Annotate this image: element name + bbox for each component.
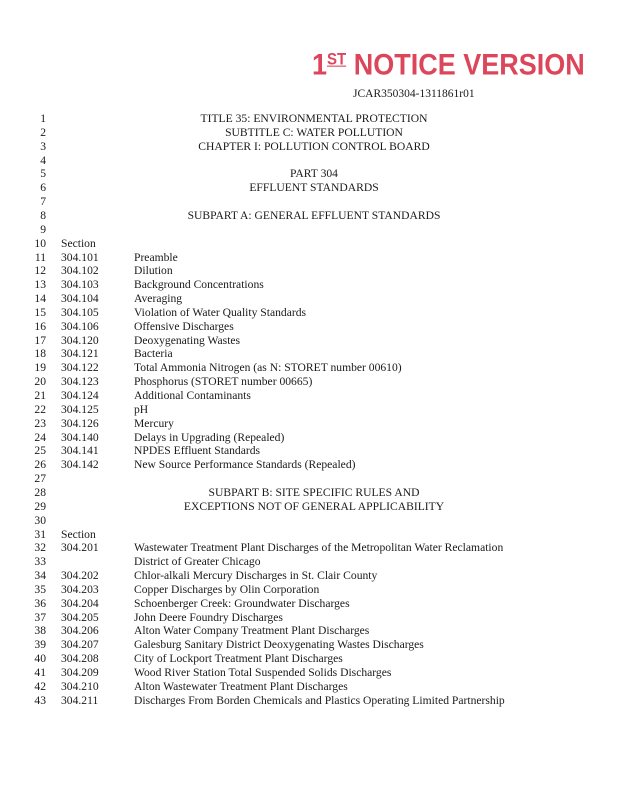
- section-number: 304.105: [61, 305, 99, 319]
- section-number: 304.102: [61, 264, 99, 278]
- document-line: [0, 694, 620, 708]
- heading-text: EXCEPTIONS NOT OF GENERAL APPLICABILITY: [183, 499, 445, 513]
- document-line: [0, 666, 620, 680]
- stamp-suffix: ST: [327, 50, 347, 69]
- section-number: 304.208: [61, 652, 99, 666]
- document-line: [0, 126, 620, 140]
- section-title: Total Ammonia Nitrogen (as N: STORET number 00610): [134, 361, 402, 375]
- section-number: 304.140: [61, 430, 99, 444]
- document-line: [0, 251, 620, 265]
- section-title: Schoenberger Creek: Groundwater Discharges: [134, 596, 350, 610]
- document-line: [0, 458, 620, 472]
- section-title: Background Concentrations: [134, 278, 264, 292]
- document-line: [0, 292, 620, 306]
- document-line: [0, 112, 620, 126]
- line-number: 37: [34, 610, 46, 624]
- section-title: District of Greater Chicago: [134, 555, 261, 569]
- document-line: [0, 624, 620, 638]
- line-number: 23: [34, 416, 46, 430]
- line-number: 13: [34, 278, 46, 292]
- document-line: [0, 417, 620, 431]
- document-line: [0, 334, 620, 348]
- section-title: Chlor-alkali Mercury Discharges in St. Clair County: [134, 569, 378, 583]
- document-line: [0, 403, 620, 417]
- section-number: 304.125: [61, 402, 99, 416]
- document-line: [0, 306, 620, 320]
- section-title: Delays in Upgrading (Repealed): [134, 430, 285, 444]
- document-line: [0, 500, 620, 514]
- section-number: 304.210: [61, 679, 99, 693]
- line-number: 5: [40, 167, 46, 181]
- document-line: [0, 361, 620, 375]
- section-number: 304.106: [61, 319, 99, 333]
- line-number: 26: [34, 458, 46, 472]
- section-number: 304.101: [61, 250, 99, 264]
- section-number: 304.104: [61, 292, 99, 306]
- section-number: 304.126: [61, 416, 99, 430]
- line-number: 40: [34, 652, 46, 666]
- line-number: 12: [34, 264, 46, 278]
- section-number: 304.206: [61, 624, 99, 638]
- document-line: [0, 140, 620, 154]
- heading-text: PART 304: [290, 167, 338, 181]
- section-title: Wastewater Treatment Plant Discharges of the Metropolitan Water Reclamation: [134, 541, 504, 555]
- stamp-text: NOTICE VERSION: [353, 48, 585, 81]
- section-number: Section: [61, 527, 96, 541]
- document-line: [0, 181, 620, 195]
- section-title: NPDES Effluent Standards: [134, 444, 261, 458]
- section-title: Mercury: [134, 416, 174, 430]
- section-title: Copper Discharges by Olin Corporation: [134, 582, 320, 596]
- section-title: Preamble: [134, 250, 178, 264]
- document-line: [0, 375, 620, 389]
- document-line: [0, 528, 620, 542]
- line-number: 24: [34, 430, 46, 444]
- section-number: Section: [61, 236, 96, 250]
- document-line: [0, 264, 620, 278]
- line-number: 4: [40, 153, 46, 167]
- document-line: [0, 541, 620, 555]
- section-title: Additional Contaminants: [134, 389, 251, 402]
- line-number: 25: [34, 444, 46, 458]
- line-number: 7: [40, 195, 46, 209]
- line-number: 28: [34, 485, 46, 499]
- document-line: [0, 555, 620, 569]
- section-number: 304.142: [61, 458, 99, 472]
- line-number: 34: [34, 569, 46, 583]
- document-line: [0, 611, 620, 625]
- line-number: 31: [34, 527, 46, 541]
- document-line: [0, 154, 620, 168]
- document-line: [0, 223, 620, 237]
- document-line: [0, 583, 620, 597]
- line-number: 1: [40, 112, 46, 125]
- section-number: 304.122: [61, 361, 99, 375]
- document-line: [0, 444, 620, 458]
- section-number: 304.205: [61, 610, 99, 624]
- document-line: [0, 195, 620, 209]
- section-title: Deoxygenating Wastes: [134, 333, 241, 347]
- section-title: John Deere Foundry Discharges: [134, 610, 283, 624]
- heading-text: SUBPART A: GENERAL EFFLUENT STANDARDS: [187, 208, 441, 222]
- section-title: Alton Water Company Treatment Plant Discharges: [134, 624, 370, 638]
- document-line: [0, 320, 620, 334]
- section-title: Alton Wastewater Treatment Plant Discharges: [134, 679, 348, 693]
- line-number: 35: [34, 582, 46, 596]
- section-title: Bacteria: [134, 347, 173, 361]
- line-number: 38: [34, 624, 46, 638]
- section-number: 304.202: [61, 569, 99, 583]
- section-number: 304.203: [61, 582, 99, 596]
- section-title: Averaging: [134, 292, 183, 306]
- line-number: 16: [34, 319, 46, 333]
- document-line: [0, 638, 620, 652]
- heading-text: EFFLUENT STANDARDS: [249, 181, 379, 195]
- line-number: 20: [34, 375, 46, 389]
- document-line: [0, 278, 620, 292]
- line-number: 3: [40, 139, 46, 153]
- document-line: [0, 652, 620, 666]
- section-title: Discharges From Borden Chemicals and Plastics Operating Limited Partnership: [134, 693, 505, 707]
- document-line: [0, 514, 620, 528]
- section-number: 304.211: [61, 693, 99, 707]
- line-number: 36: [34, 596, 46, 610]
- document-line: [0, 167, 620, 181]
- section-title: Galesburg Sanitary District Deoxygenating Wastes Discharges: [134, 638, 424, 652]
- line-number: 39: [34, 638, 46, 652]
- section-title: New Source Performance Standards (Repealed): [134, 458, 356, 472]
- document-line: [0, 569, 620, 583]
- line-number: 8: [40, 208, 46, 222]
- section-title: City of Lockport Treatment Plant Discharges: [134, 652, 343, 666]
- document-line: [0, 389, 620, 403]
- document-line: [0, 347, 620, 361]
- line-number: 11: [34, 250, 46, 264]
- document-line: [0, 431, 620, 445]
- section-title: Wood River Station Total Suspended Solids Discharges: [134, 666, 392, 679]
- line-number: 29: [34, 499, 46, 513]
- document-line: [0, 209, 620, 223]
- line-number: 43: [34, 693, 46, 707]
- heading-text: SUBPART B: SITE SPECIFIC RULES AND: [208, 485, 420, 499]
- line-number: 6: [40, 181, 46, 195]
- document-line: [0, 472, 620, 486]
- document-line: [0, 597, 620, 611]
- section-title: pH: [134, 402, 149, 416]
- section-number: 304.103: [61, 278, 99, 292]
- line-number: 15: [34, 305, 46, 319]
- notice-version-stamp: [312, 48, 585, 82]
- section-number: 304.123: [61, 375, 99, 389]
- section-number: 304.124: [61, 389, 99, 402]
- document-id: JCAR350304-1311861r01: [353, 88, 475, 100]
- heading-text: CHAPTER I: POLLUTION CONTROL BOARD: [198, 139, 430, 153]
- line-number: 21: [34, 389, 46, 402]
- section-number: 304.204: [61, 596, 99, 610]
- heading-text: SUBTITLE C: WATER POLLUTION: [225, 125, 403, 139]
- line-number: 17: [34, 333, 46, 347]
- section-title: Offensive Discharges: [134, 319, 234, 333]
- line-number: 33: [34, 555, 46, 569]
- stamp-number: 1: [312, 48, 328, 81]
- line-number: 22: [34, 402, 46, 416]
- document-line: [0, 680, 620, 694]
- line-number: 19: [34, 361, 46, 375]
- document-line: [0, 486, 620, 500]
- line-number: 2: [40, 125, 46, 139]
- section-number: 304.207: [61, 638, 99, 652]
- section-title: Violation of Water Quality Standards: [134, 305, 307, 319]
- section-number: 304.120: [61, 333, 99, 347]
- line-number: 30: [34, 513, 46, 527]
- line-number: 18: [34, 347, 46, 361]
- line-number: 27: [34, 472, 46, 486]
- section-number: 304.141: [61, 444, 99, 458]
- section-number: 304.201: [61, 541, 99, 555]
- line-number: 14: [34, 292, 46, 306]
- heading-text: TITLE 35: ENVIRONMENTAL PROTECTION: [200, 112, 428, 125]
- document-line: [0, 237, 620, 251]
- line-number: 9: [40, 222, 46, 236]
- line-number: 10: [34, 236, 46, 250]
- section-title: Phosphorus (STORET number 00665): [134, 375, 313, 389]
- section-title: Dilution: [134, 264, 173, 278]
- line-number: 42: [34, 679, 46, 693]
- line-number: 32: [34, 541, 46, 555]
- section-number: 304.209: [61, 666, 99, 679]
- section-number: 304.121: [61, 347, 99, 361]
- line-number: 41: [34, 666, 46, 679]
